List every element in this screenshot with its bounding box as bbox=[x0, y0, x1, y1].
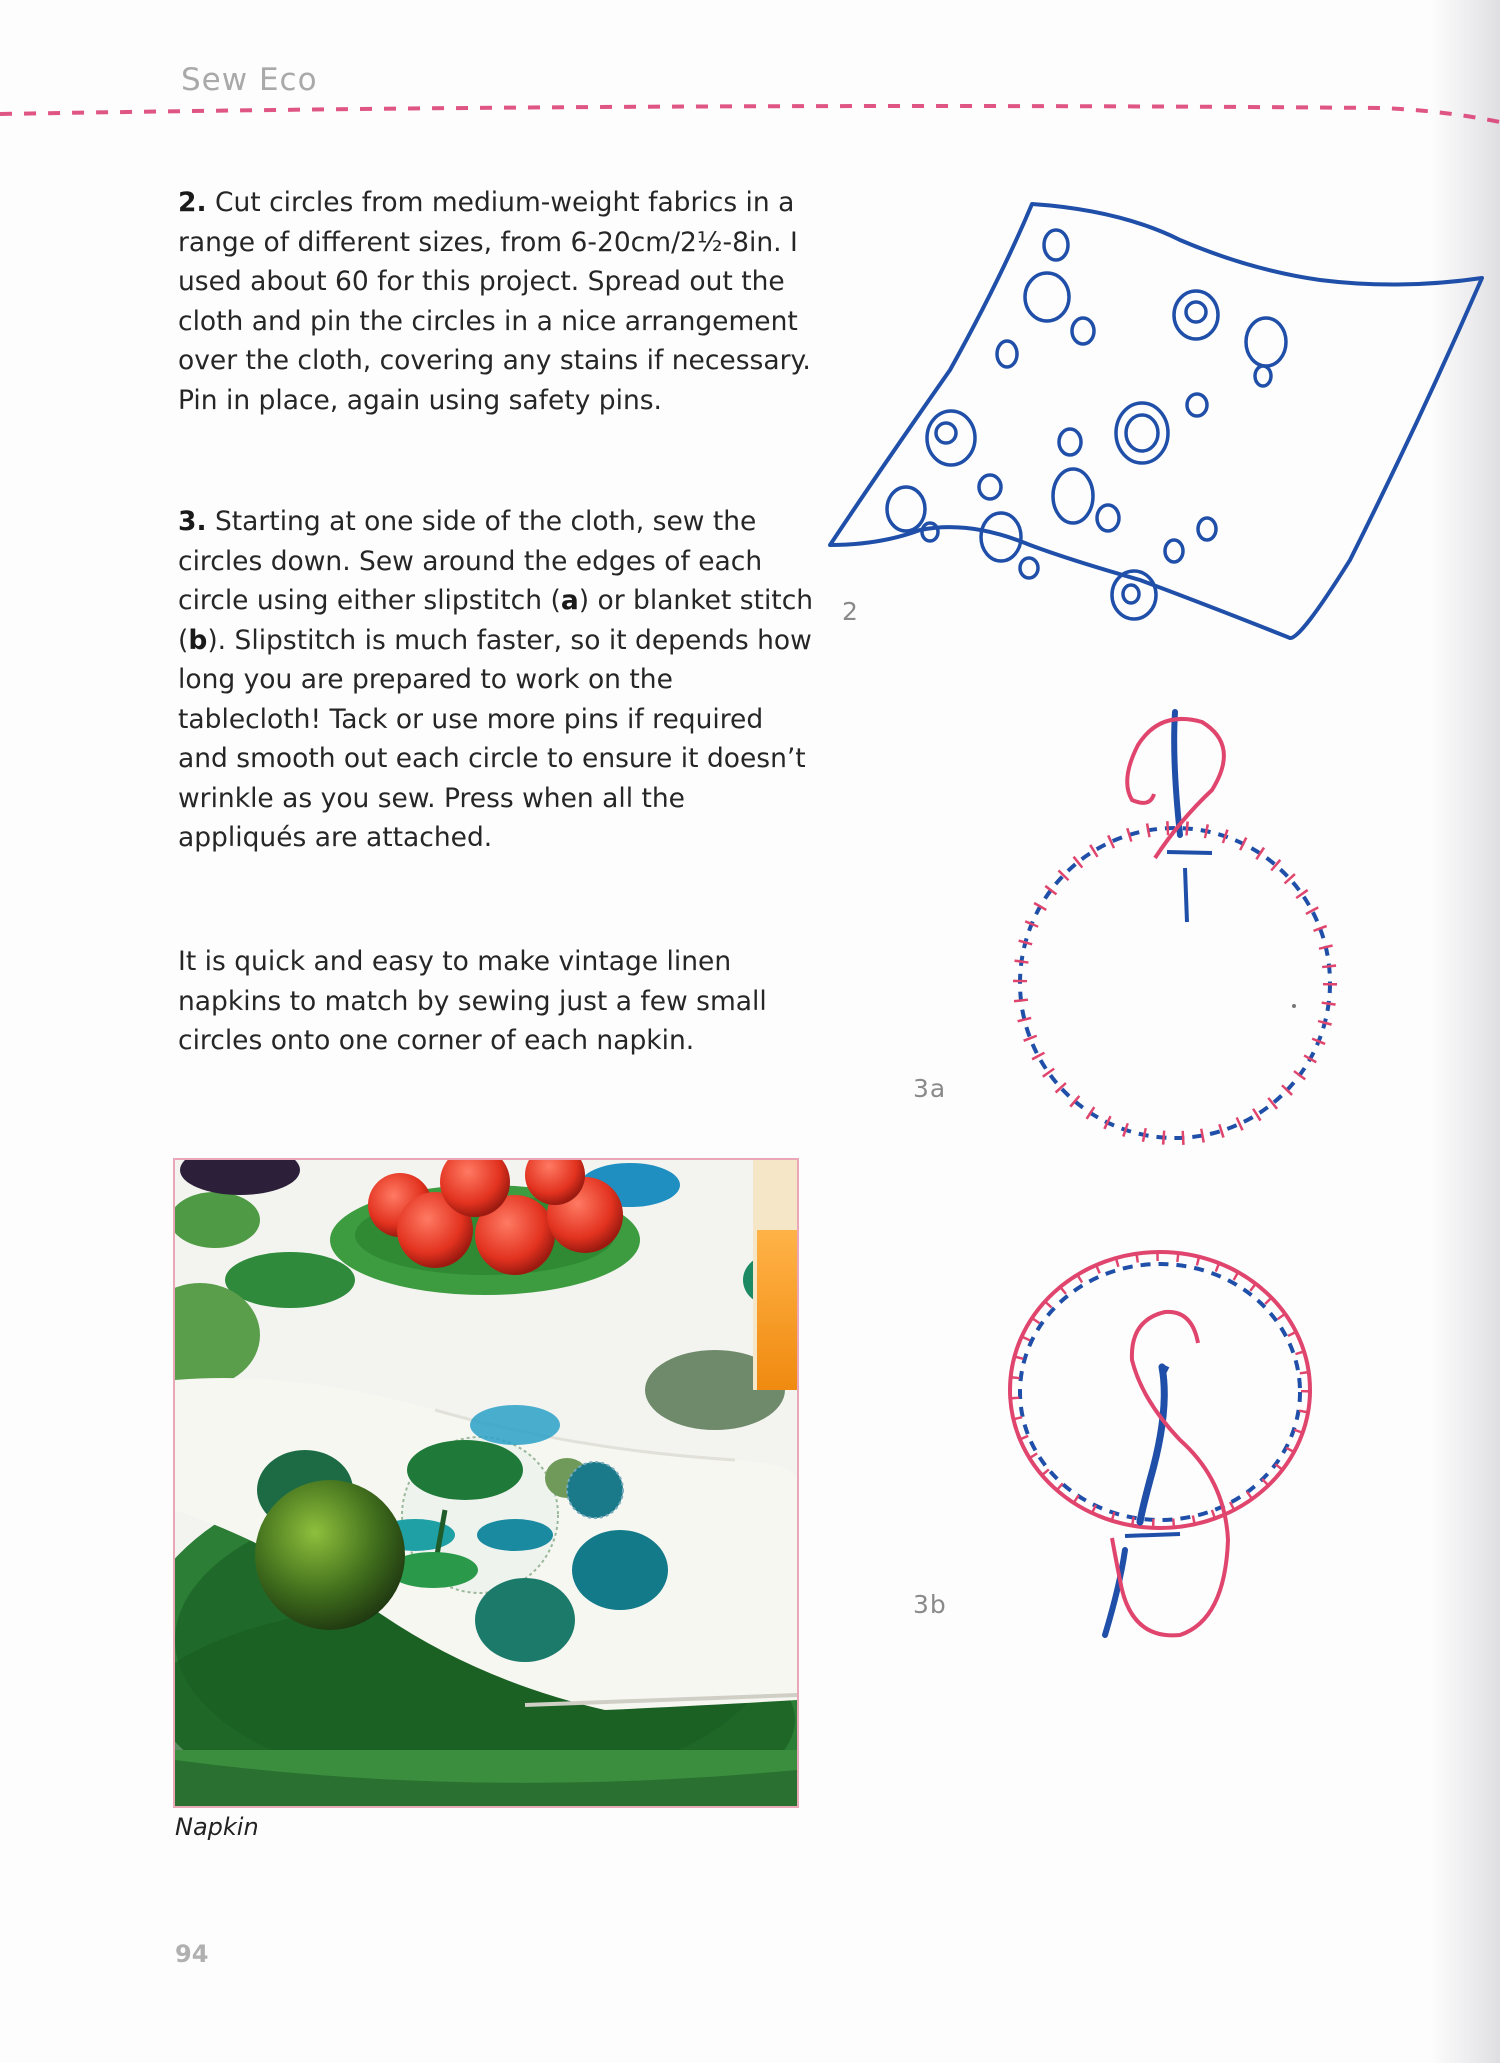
step-3-text-part1: Starting at one side of the cloth, sew the circles down. Sew around the edges of each circle using either slipstitch ( bbox=[178, 506, 763, 616]
step-3-number: 3. bbox=[178, 506, 207, 537]
napkin-photo bbox=[173, 1158, 799, 1808]
figure-2-tablecloth-illustration bbox=[820, 190, 1500, 650]
step-2-text: Cut circles from medium-weight fabrics in a range of different sizes, from 6-20cm/2½-8in. I used about 60 for this project. Spread out the cloth and pin the circles in a nice arrangement over the cloth, covering any stains if necessary. Pin in place, again using safety pins. bbox=[178, 187, 811, 416]
step-3-paragraph bbox=[178, 502, 818, 858]
step-3-ref-a: a bbox=[560, 585, 579, 616]
decorative-stitch-line bbox=[0, 100, 1500, 124]
step-2-paragraph bbox=[178, 183, 818, 420]
figure-3b-label: 3b bbox=[913, 1590, 947, 1619]
figure-3b-blanket-stitch-illustration bbox=[880, 1240, 1360, 1660]
figure-3a-label: 3a bbox=[913, 1074, 947, 1103]
running-head: Sew Eco bbox=[181, 62, 318, 98]
step-3-text-part3: ). Slipstitch is much faster, so it depends how long you are prepared to work on the tablecloth! Tack or use more pins if required and smooth out each circle to ensure it doesn’t wrinkle as you sew. Press when all the appliqués are attached. bbox=[178, 624, 812, 853]
figure-2-label: 2 bbox=[842, 597, 859, 626]
closing-paragraph: It is quick and easy to make vintage linen napkins to match by sewing just a few small circles onto one corner of each napkin. bbox=[178, 946, 767, 1056]
step-2-number: 2. bbox=[178, 187, 207, 218]
step-3-ref-b: b bbox=[188, 624, 208, 656]
page-number: 94 bbox=[175, 1940, 209, 1968]
step-3-text-part2: ) or blanket stitch ( bbox=[178, 585, 814, 656]
figure-3a-slipstitch-illustration bbox=[880, 700, 1360, 1170]
napkin-photo-image bbox=[175, 1160, 797, 1806]
photo-caption: Napkin bbox=[175, 1813, 259, 1841]
